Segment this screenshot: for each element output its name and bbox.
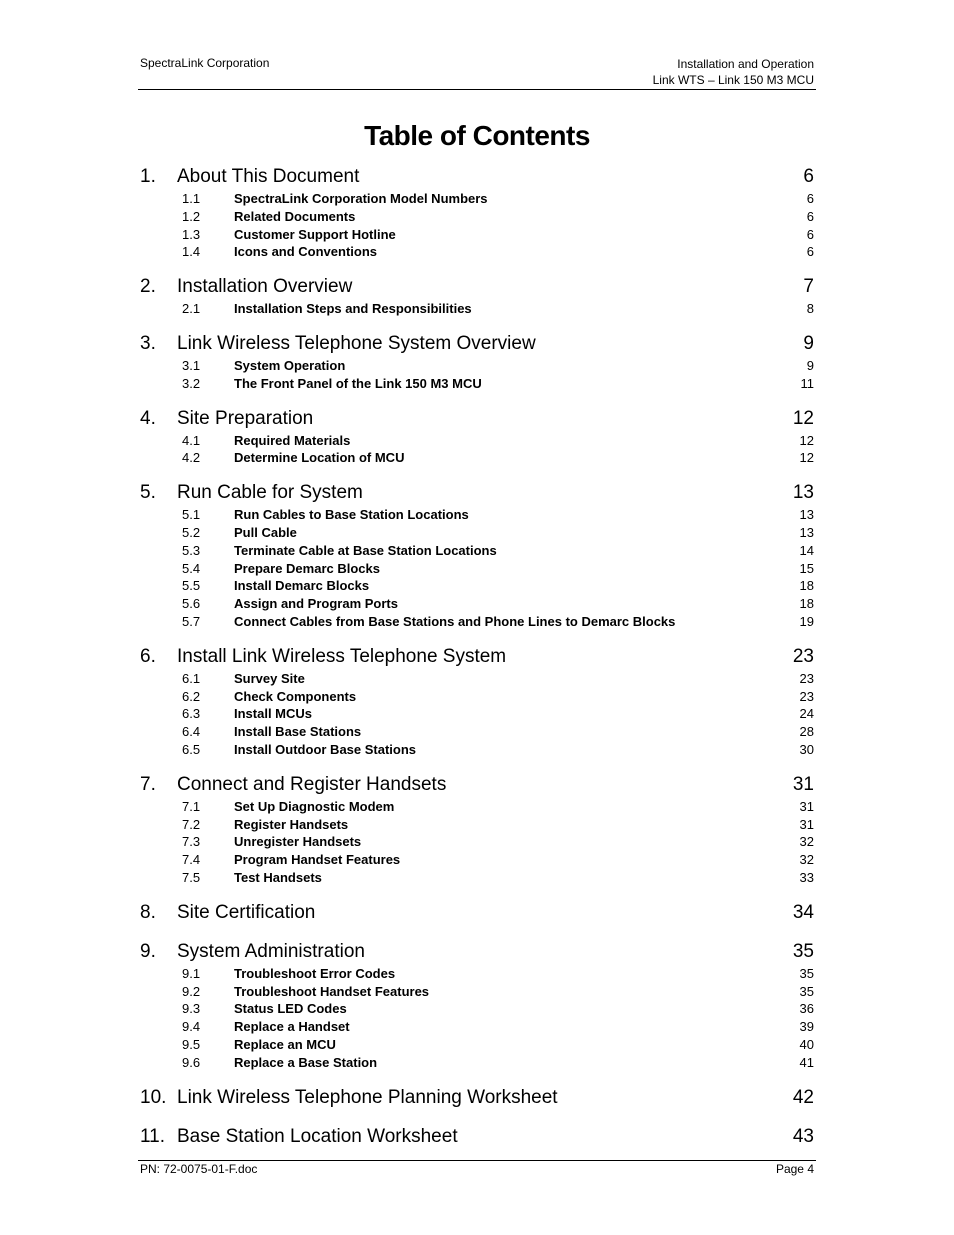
toc-subsection-entry[interactable] <box>140 227 814 245</box>
header-doc-title-line1: Installation and Operation <box>677 57 814 71</box>
toc-subsection-page: 35 <box>799 983 814 999</box>
toc-subsection-title: Run Cables to Base Station Locations <box>234 507 469 523</box>
toc-subsection-number: 6.5 <box>182 741 201 757</box>
toc-subsection-page: 6 <box>806 208 814 224</box>
footer-part-number: PN: 72-0075-01-F.doc <box>140 1162 258 1176</box>
toc-subsection-number: 1.2 <box>182 208 201 224</box>
toc-subsection-entry[interactable] <box>140 525 814 543</box>
toc-subsection-entry[interactable] <box>140 450 814 468</box>
toc-subsection-number: 5.4 <box>182 560 201 576</box>
toc-subsection-number: 9.2 <box>182 983 201 999</box>
header-doc-title <box>653 56 814 88</box>
toc-section-title: Install Link Wireless Telephone System <box>177 645 507 667</box>
toc-subsection-title: Replace a Handset <box>234 1019 350 1035</box>
toc-subsection-number: 5.7 <box>182 613 201 629</box>
toc-section <box>140 941 814 1073</box>
toc-subsection-number: 6.1 <box>182 670 201 686</box>
toc-subsection-title: Survey Site <box>234 670 305 686</box>
toc-section <box>140 408 814 469</box>
toc-section-page: 13 <box>792 482 814 504</box>
toc-subsection-title: Connect Cables from Base Stations and Phone Lines to Demarc Blocks <box>234 613 676 629</box>
toc-subsection-page: 9 <box>806 357 814 373</box>
toc-subsection-entry[interactable] <box>140 209 814 227</box>
toc-subsection-page: 35 <box>799 965 814 981</box>
footer-divider <box>138 1160 816 1161</box>
toc-section-entry[interactable] <box>140 1126 814 1151</box>
toc-subsection-title: Required Materials <box>234 432 351 448</box>
toc-subsection-title: System Operation <box>234 357 346 373</box>
toc-subsection-entry[interactable] <box>140 191 814 209</box>
toc-subsection-page: 12 <box>799 450 814 466</box>
toc-subsection-number: 7.3 <box>182 834 201 850</box>
toc-section-number: 9. <box>140 940 156 962</box>
toc-section-title: Site Preparation <box>177 407 314 429</box>
toc-subsection-title: Icons and Conventions <box>234 244 378 260</box>
toc-subsection-title: Install MCUs <box>234 706 313 722</box>
toc-subsection-page: 39 <box>799 1019 814 1035</box>
toc-subsection-number: 5.5 <box>182 578 201 594</box>
toc-subsection-number: 5.6 <box>182 596 201 612</box>
toc-subsection-entry[interactable] <box>140 852 814 870</box>
toc-section-entry[interactable] <box>140 902 814 927</box>
toc-section-page: 23 <box>792 645 814 667</box>
footer-page-label: Page 4 <box>775 1162 814 1176</box>
table-of-contents <box>140 166 814 1165</box>
toc-subsection-number: 9.5 <box>182 1036 201 1052</box>
toc-subsection-entry[interactable] <box>140 984 814 1002</box>
toc-section-number: 8. <box>140 901 156 923</box>
toc-section-page: 9 <box>803 332 814 354</box>
toc-subsection-page: 28 <box>799 724 814 740</box>
toc-subsection-number: 7.5 <box>182 869 201 885</box>
toc-subsection-page: 40 <box>799 1036 814 1052</box>
toc-subsection-entry[interactable] <box>140 543 814 561</box>
toc-subsection-number: 1.4 <box>182 244 201 260</box>
toc-section-number: 10. <box>140 1086 167 1108</box>
toc-section <box>140 774 814 888</box>
toc-section-entry[interactable] <box>140 941 814 966</box>
toc-section-entry[interactable] <box>140 646 814 671</box>
header-divider <box>138 89 816 90</box>
toc-subsection-page: 30 <box>799 741 814 757</box>
toc-subsection-number: 1.1 <box>182 191 201 206</box>
toc-subsection-number: 1.3 <box>182 226 201 242</box>
toc-subsection-page: 6 <box>806 191 814 206</box>
toc-section <box>140 1087 814 1112</box>
toc-subsection-number: 5.3 <box>182 542 201 558</box>
toc-subsection-page: 41 <box>799 1054 814 1070</box>
toc-subsection-number: 3.1 <box>182 357 201 373</box>
toc-subsection-page: 23 <box>799 670 814 686</box>
toc-subsection-number: 5.2 <box>182 524 201 540</box>
toc-subsection-entry[interactable] <box>140 376 814 394</box>
toc-subsection-title: Installation Steps and Responsibilities <box>234 301 472 317</box>
toc-section-page: 43 <box>792 1125 814 1147</box>
toc-section <box>140 902 814 927</box>
toc-subsection-title: Program Handset Features <box>234 852 401 868</box>
toc-subsection-number: 7.2 <box>182 816 201 832</box>
header-doc-title-line2: Link WTS – Link 150 M3 MCU <box>652 73 814 87</box>
toc-subsection-page: 33 <box>799 869 814 885</box>
toc-subsection-entry[interactable] <box>140 834 814 852</box>
toc-subsection-title: Terminate Cable at Base Station Locations <box>234 542 497 558</box>
toc-subsection-title: Customer Support Hotline <box>234 226 396 242</box>
toc-subsection-page: 18 <box>799 578 814 594</box>
toc-subsection-page: 24 <box>799 706 814 722</box>
toc-subsection-entry[interactable] <box>140 742 814 760</box>
toc-subsection-title: Check Components <box>234 688 357 704</box>
toc-section-number: 2. <box>140 276 156 298</box>
toc-subsection-number: 9.6 <box>182 1054 201 1070</box>
toc-subsection-number: 3.2 <box>182 375 201 391</box>
toc-subsection-entry[interactable] <box>140 870 814 888</box>
toc-subsection-entry[interactable] <box>140 596 814 614</box>
toc-section <box>140 1126 814 1151</box>
toc-subsection-entry[interactable] <box>140 689 814 707</box>
toc-subsection-page: 32 <box>799 834 814 850</box>
toc-section-title: Base Station Location Worksheet <box>177 1125 458 1147</box>
toc-section-page: 7 <box>803 276 814 298</box>
toc-subsection-entry[interactable] <box>140 507 814 525</box>
toc-subsection-page: 8 <box>806 301 814 317</box>
toc-subsection-entry[interactable] <box>140 966 814 984</box>
toc-section-title: Link Wireless Telephone System Overview <box>177 332 536 354</box>
toc-subsection-page: 23 <box>799 688 814 704</box>
toc-section-title: About This Document <box>177 166 360 187</box>
toc-subsection-page: 13 <box>799 524 814 540</box>
toc-subsection-title: Register Handsets <box>234 816 349 832</box>
toc-section-entry[interactable] <box>140 276 814 301</box>
toc-section-entry[interactable] <box>140 482 814 507</box>
toc-subsection-title: Troubleshoot Handset Features <box>234 983 430 999</box>
toc-subsection-number: 2.1 <box>182 301 201 317</box>
toc-subsection-title: Determine Location of MCU <box>234 450 405 466</box>
toc-section <box>140 276 814 319</box>
toc-subsection-page: 12 <box>799 432 814 448</box>
toc-subsection-page: 13 <box>799 507 814 523</box>
toc-subsection-title: Set Up Diagnostic Modem <box>234 798 395 814</box>
toc-section-title: Installation Overview <box>177 276 353 298</box>
toc-section <box>140 482 814 632</box>
toc-subsection-title: Install Outdoor Base Stations <box>234 741 417 757</box>
toc-subsection-entry[interactable] <box>140 671 814 689</box>
toc-section-entry[interactable] <box>140 166 814 191</box>
toc-section-number: 11. <box>140 1125 166 1147</box>
toc-subsection-page: 31 <box>799 816 814 832</box>
toc-subsection-entry[interactable] <box>140 561 814 579</box>
toc-subsection-title: Related Documents <box>234 208 356 224</box>
toc-subsection-entry[interactable] <box>140 706 814 724</box>
toc-subsection-entry[interactable] <box>140 1055 814 1073</box>
toc-subsection-number: 4.2 <box>182 450 201 466</box>
toc-subsection-number: 9.4 <box>182 1019 201 1035</box>
toc-section-title: Site Certification <box>177 901 316 923</box>
toc-subsection-entry[interactable] <box>140 1001 814 1019</box>
toc-subsection-title: Unregister Handsets <box>234 834 362 850</box>
toc-section <box>140 166 814 262</box>
toc-subsection-number: 7.1 <box>182 798 201 814</box>
toc-section-title: Connect and Register Handsets <box>177 773 447 795</box>
toc-subsection-number: 9.3 <box>182 1001 201 1017</box>
toc-section-number: 7. <box>140 773 156 795</box>
toc-subsection-title: Troubleshoot Error Codes <box>234 965 396 981</box>
toc-section-page: 31 <box>792 773 814 795</box>
toc-section-page: 35 <box>792 940 814 962</box>
toc-subsection-entry[interactable] <box>140 817 814 835</box>
toc-subsection-entry[interactable] <box>140 614 814 632</box>
toc-section-number: 3. <box>140 332 156 354</box>
toc-subsection-title: Assign and Program Ports <box>234 596 398 612</box>
toc-subsection-number: 7.4 <box>182 852 201 868</box>
toc-subsection-title: Install Base Stations <box>234 724 362 740</box>
toc-subsection-page: 15 <box>799 560 814 576</box>
toc-subsection-title: Install Demarc Blocks <box>234 578 370 594</box>
toc-section-page: 34 <box>792 901 814 923</box>
toc-section-number: 5. <box>140 482 156 504</box>
toc-section-page: 6 <box>803 166 814 187</box>
toc-section-entry[interactable] <box>140 408 814 433</box>
toc-section <box>140 333 814 394</box>
toc-subsection-title: Pull Cable <box>234 524 297 540</box>
toc-subsection-number: 9.1 <box>182 965 201 981</box>
toc-section-number: 6. <box>140 645 156 667</box>
toc-subsection-title: Prepare Demarc Blocks <box>234 560 380 576</box>
toc-subsection-title: Replace a Base Station <box>234 1054 378 1070</box>
toc-subsection-page: 31 <box>799 798 814 814</box>
toc-subsection-entry[interactable] <box>140 799 814 817</box>
toc-section-entry[interactable] <box>140 1087 814 1112</box>
toc-subsection-number: 6.2 <box>182 688 201 704</box>
toc-section-page: 12 <box>792 407 814 429</box>
toc-subsection-page: 11 <box>800 375 814 391</box>
toc-section-number: 4. <box>140 407 156 429</box>
toc-subsection-entry[interactable] <box>140 358 814 376</box>
toc-subsection-page: 18 <box>799 596 814 612</box>
toc-subsection-entry[interactable] <box>140 1019 814 1037</box>
toc-subsection-page: 32 <box>799 852 814 868</box>
toc-subsection-entry[interactable] <box>140 1037 814 1055</box>
toc-subsection-title: Status LED Codes <box>234 1001 347 1017</box>
toc-subsection-title: Replace an MCU <box>234 1036 336 1052</box>
toc-subsection-number: 6.4 <box>182 724 201 740</box>
toc-subsection-entry[interactable] <box>140 724 814 742</box>
toc-subsection-title: SpectraLink Corporation Model Numbers <box>234 191 488 206</box>
toc-subsection-entry[interactable] <box>140 433 814 451</box>
toc-subsection-entry[interactable] <box>140 244 814 262</box>
page-title: Table of Contents <box>364 120 590 151</box>
toc-section-entry[interactable] <box>140 333 814 358</box>
toc-section-page: 42 <box>792 1086 814 1108</box>
header-company: SpectraLink Corporation <box>140 56 270 70</box>
toc-section-title: Run Cable for System <box>177 482 363 504</box>
toc-section-title: Link Wireless Telephone Planning Worksheet <box>177 1086 558 1108</box>
toc-subsection-entry[interactable] <box>140 578 814 596</box>
toc-subsection-page: 6 <box>806 244 814 260</box>
toc-subsection-page: 36 <box>799 1001 814 1017</box>
toc-subsection-title: Test Handsets <box>234 869 322 885</box>
toc-subsection-page: 19 <box>799 613 814 629</box>
toc-section-title: System Administration <box>177 940 365 962</box>
toc-subsection-number: 6.3 <box>182 706 201 722</box>
toc-subsection-number: 5.1 <box>182 507 201 523</box>
toc-section-entry[interactable] <box>140 774 814 799</box>
toc-section <box>140 646 814 760</box>
toc-subsection-page: 14 <box>799 542 814 558</box>
toc-subsection-number: 4.1 <box>182 432 201 448</box>
toc-subsection-title: The Front Panel of the Link 150 M3 MCU <box>234 375 482 391</box>
toc-section-number: 1. <box>140 166 156 187</box>
toc-subsection-entry[interactable] <box>140 301 814 319</box>
toc-subsection-page: 6 <box>806 226 814 242</box>
